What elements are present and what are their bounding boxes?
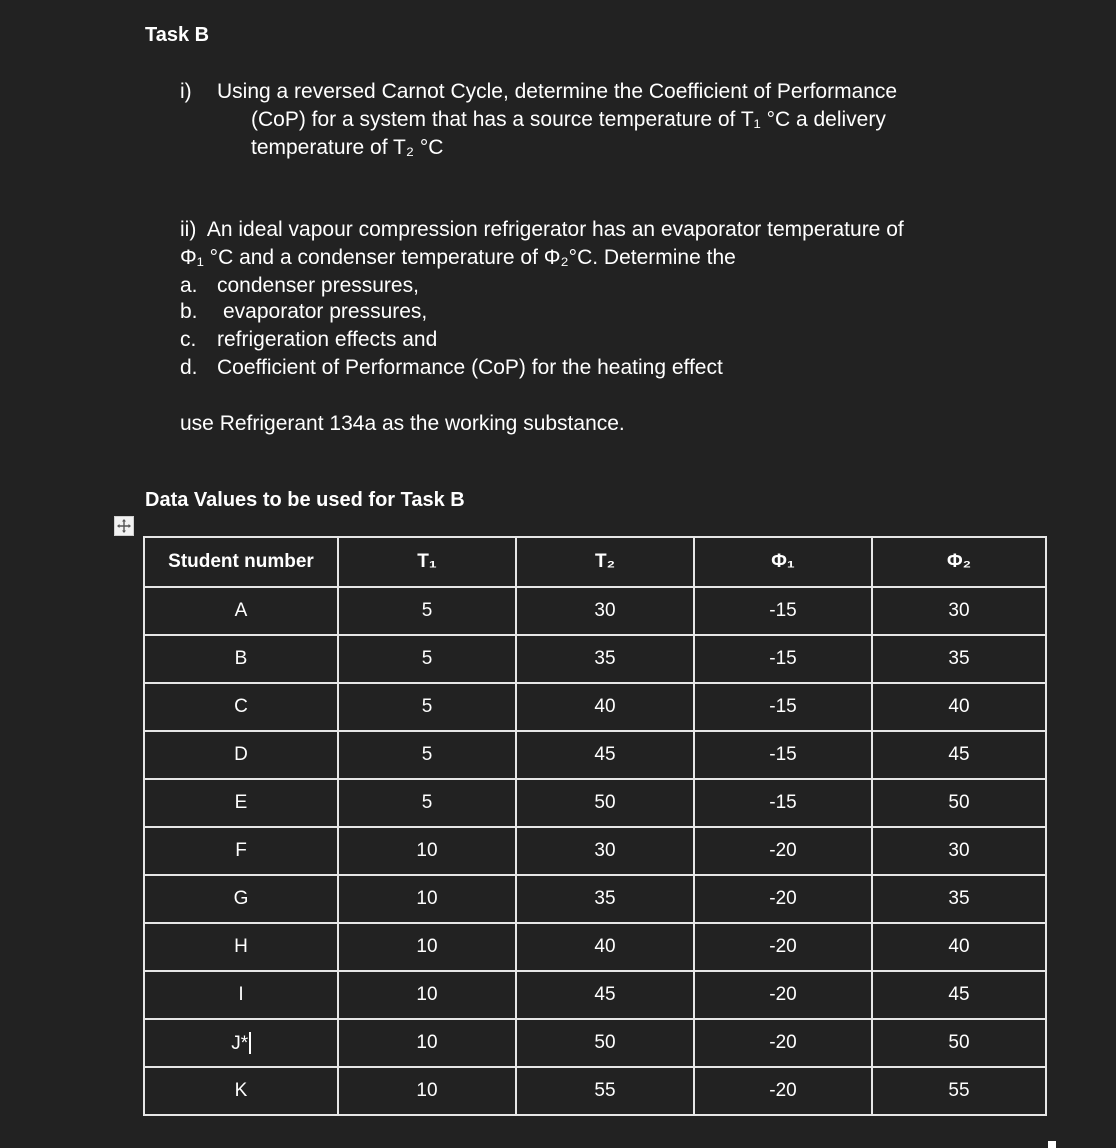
student-number-cell[interactable]: F [144, 827, 338, 875]
student-number-cell[interactable]: D [144, 731, 338, 779]
move-arrows-icon[interactable] [114, 516, 134, 536]
value-cell[interactable]: 5 [338, 635, 516, 683]
student-number-cell[interactable]: B [144, 635, 338, 683]
value-cell[interactable]: 35 [516, 875, 694, 923]
value-cell[interactable]: 40 [872, 683, 1046, 731]
header-phi1: Φ₁ [694, 537, 872, 587]
value-cell[interactable]: 55 [872, 1067, 1046, 1115]
value-cell[interactable]: 40 [516, 683, 694, 731]
question-ii-line-2: Φ₁ °C and a condenser temperature of Φ₂°C. Determine the [180, 246, 736, 269]
value-cell[interactable]: 50 [516, 779, 694, 827]
value-cell[interactable]: 30 [872, 827, 1046, 875]
table-row [144, 1019, 1046, 1067]
value-cell[interactable]: 35 [872, 875, 1046, 923]
student-number-cell[interactable]: G [144, 875, 338, 923]
table-row [144, 1067, 1046, 1115]
student-number-cell[interactable]: I [144, 971, 338, 1019]
question-i-line-3: temperature of T₂ °C [251, 136, 444, 159]
move-arrows-glyph [116, 518, 132, 534]
value-cell[interactable]: 10 [338, 875, 516, 923]
value-cell[interactable]: 10 [338, 1067, 516, 1115]
table-row [144, 779, 1046, 827]
task-title: Task B [145, 24, 210, 46]
value-cell[interactable]: -20 [694, 971, 872, 1019]
student-number-cell[interactable]: E [144, 779, 338, 827]
question-ii-item-c [180, 326, 437, 354]
value-cell[interactable]: -20 [694, 827, 872, 875]
table-row [144, 923, 1046, 971]
value-cell[interactable]: 35 [872, 635, 1046, 683]
student-number-cell[interactable]: H [144, 923, 338, 971]
item-letter: d. [180, 356, 198, 379]
value-cell[interactable]: 30 [516, 587, 694, 635]
value-cell[interactable]: 45 [516, 971, 694, 1019]
header-t2: T₂ [516, 537, 694, 587]
question-ii-item-b [180, 298, 427, 326]
table-row [144, 587, 1046, 635]
student-number-cell[interactable]: K [144, 1067, 338, 1115]
value-cell[interactable]: 5 [338, 779, 516, 827]
table-row [144, 635, 1046, 683]
table-row [144, 971, 1046, 1019]
question-ii-line-1: ii) An ideal vapour compression refrigerator has an evaporator temperature of [180, 218, 904, 241]
value-cell[interactable]: -15 [694, 731, 872, 779]
value-cell[interactable]: 10 [338, 1019, 516, 1067]
value-cell[interactable]: 30 [872, 587, 1046, 635]
text-cursor [249, 1032, 251, 1054]
header-student-number: Student number [144, 537, 338, 587]
value-cell[interactable]: 40 [516, 923, 694, 971]
item-text: Coefficient of Performance (CoP) for the heating effect [217, 356, 723, 379]
table-row [144, 683, 1046, 731]
item-text: evaporator pressures, [223, 300, 428, 323]
value-cell[interactable]: 5 [338, 683, 516, 731]
student-number-cell[interactable]: A [144, 587, 338, 635]
question-ii-item-a [180, 272, 419, 300]
table-row [144, 731, 1046, 779]
value-cell[interactable]: -15 [694, 635, 872, 683]
item-letter: c. [180, 328, 197, 351]
table-row [144, 875, 1046, 923]
value-cell[interactable]: -15 [694, 779, 872, 827]
value-cell[interactable]: 45 [872, 731, 1046, 779]
value-cell[interactable]: 55 [516, 1067, 694, 1115]
data-table-title: Data Values to be used for Task B [145, 489, 465, 511]
table-header-row [144, 537, 1046, 587]
value-cell[interactable]: 40 [872, 923, 1046, 971]
value-cell[interactable]: -15 [694, 587, 872, 635]
value-cell[interactable]: 10 [338, 971, 516, 1019]
question-ii-substance-note: use Refrigerant 134a as the working substance. [180, 412, 625, 435]
item-text: refrigeration effects and [217, 328, 438, 351]
question-i-marker: i) [180, 80, 192, 103]
value-cell[interactable]: 45 [872, 971, 1046, 1019]
value-cell[interactable]: 50 [872, 1019, 1046, 1067]
item-text: condenser pressures, [217, 274, 419, 297]
value-cell[interactable]: -20 [694, 923, 872, 971]
value-cell[interactable]: 10 [338, 923, 516, 971]
question-ii-item-d [180, 354, 723, 382]
value-cell[interactable]: 50 [516, 1019, 694, 1067]
student-number-cell[interactable]: C [144, 683, 338, 731]
value-cell[interactable]: 35 [516, 635, 694, 683]
value-cell[interactable]: 10 [338, 827, 516, 875]
value-cell[interactable]: -20 [694, 875, 872, 923]
data-values-table [143, 536, 1047, 1116]
value-cell[interactable]: -20 [694, 1067, 872, 1115]
value-cell[interactable]: -15 [694, 683, 872, 731]
value-cell[interactable]: 30 [516, 827, 694, 875]
header-t1: T₁ [338, 537, 516, 587]
header-phi2: Φ₂ [872, 537, 1046, 587]
value-cell[interactable]: 5 [338, 587, 516, 635]
value-cell[interactable]: 50 [872, 779, 1046, 827]
item-letter: b. [180, 300, 198, 323]
question-i-line-2: (CoP) for a system that has a source temperature of T₁ °C a delivery [251, 108, 886, 131]
table-row [144, 827, 1046, 875]
value-cell[interactable]: 45 [516, 731, 694, 779]
scroll-corner-handle[interactable] [1048, 1141, 1056, 1148]
value-cell[interactable]: -20 [694, 1019, 872, 1067]
question-i-line-1: Using a reversed Carnot Cycle, determine the Coefficient of Performance [217, 80, 898, 103]
student-number-cell[interactable]: J* [144, 1019, 338, 1067]
item-letter: a. [180, 274, 198, 297]
value-cell[interactable]: 5 [338, 731, 516, 779]
